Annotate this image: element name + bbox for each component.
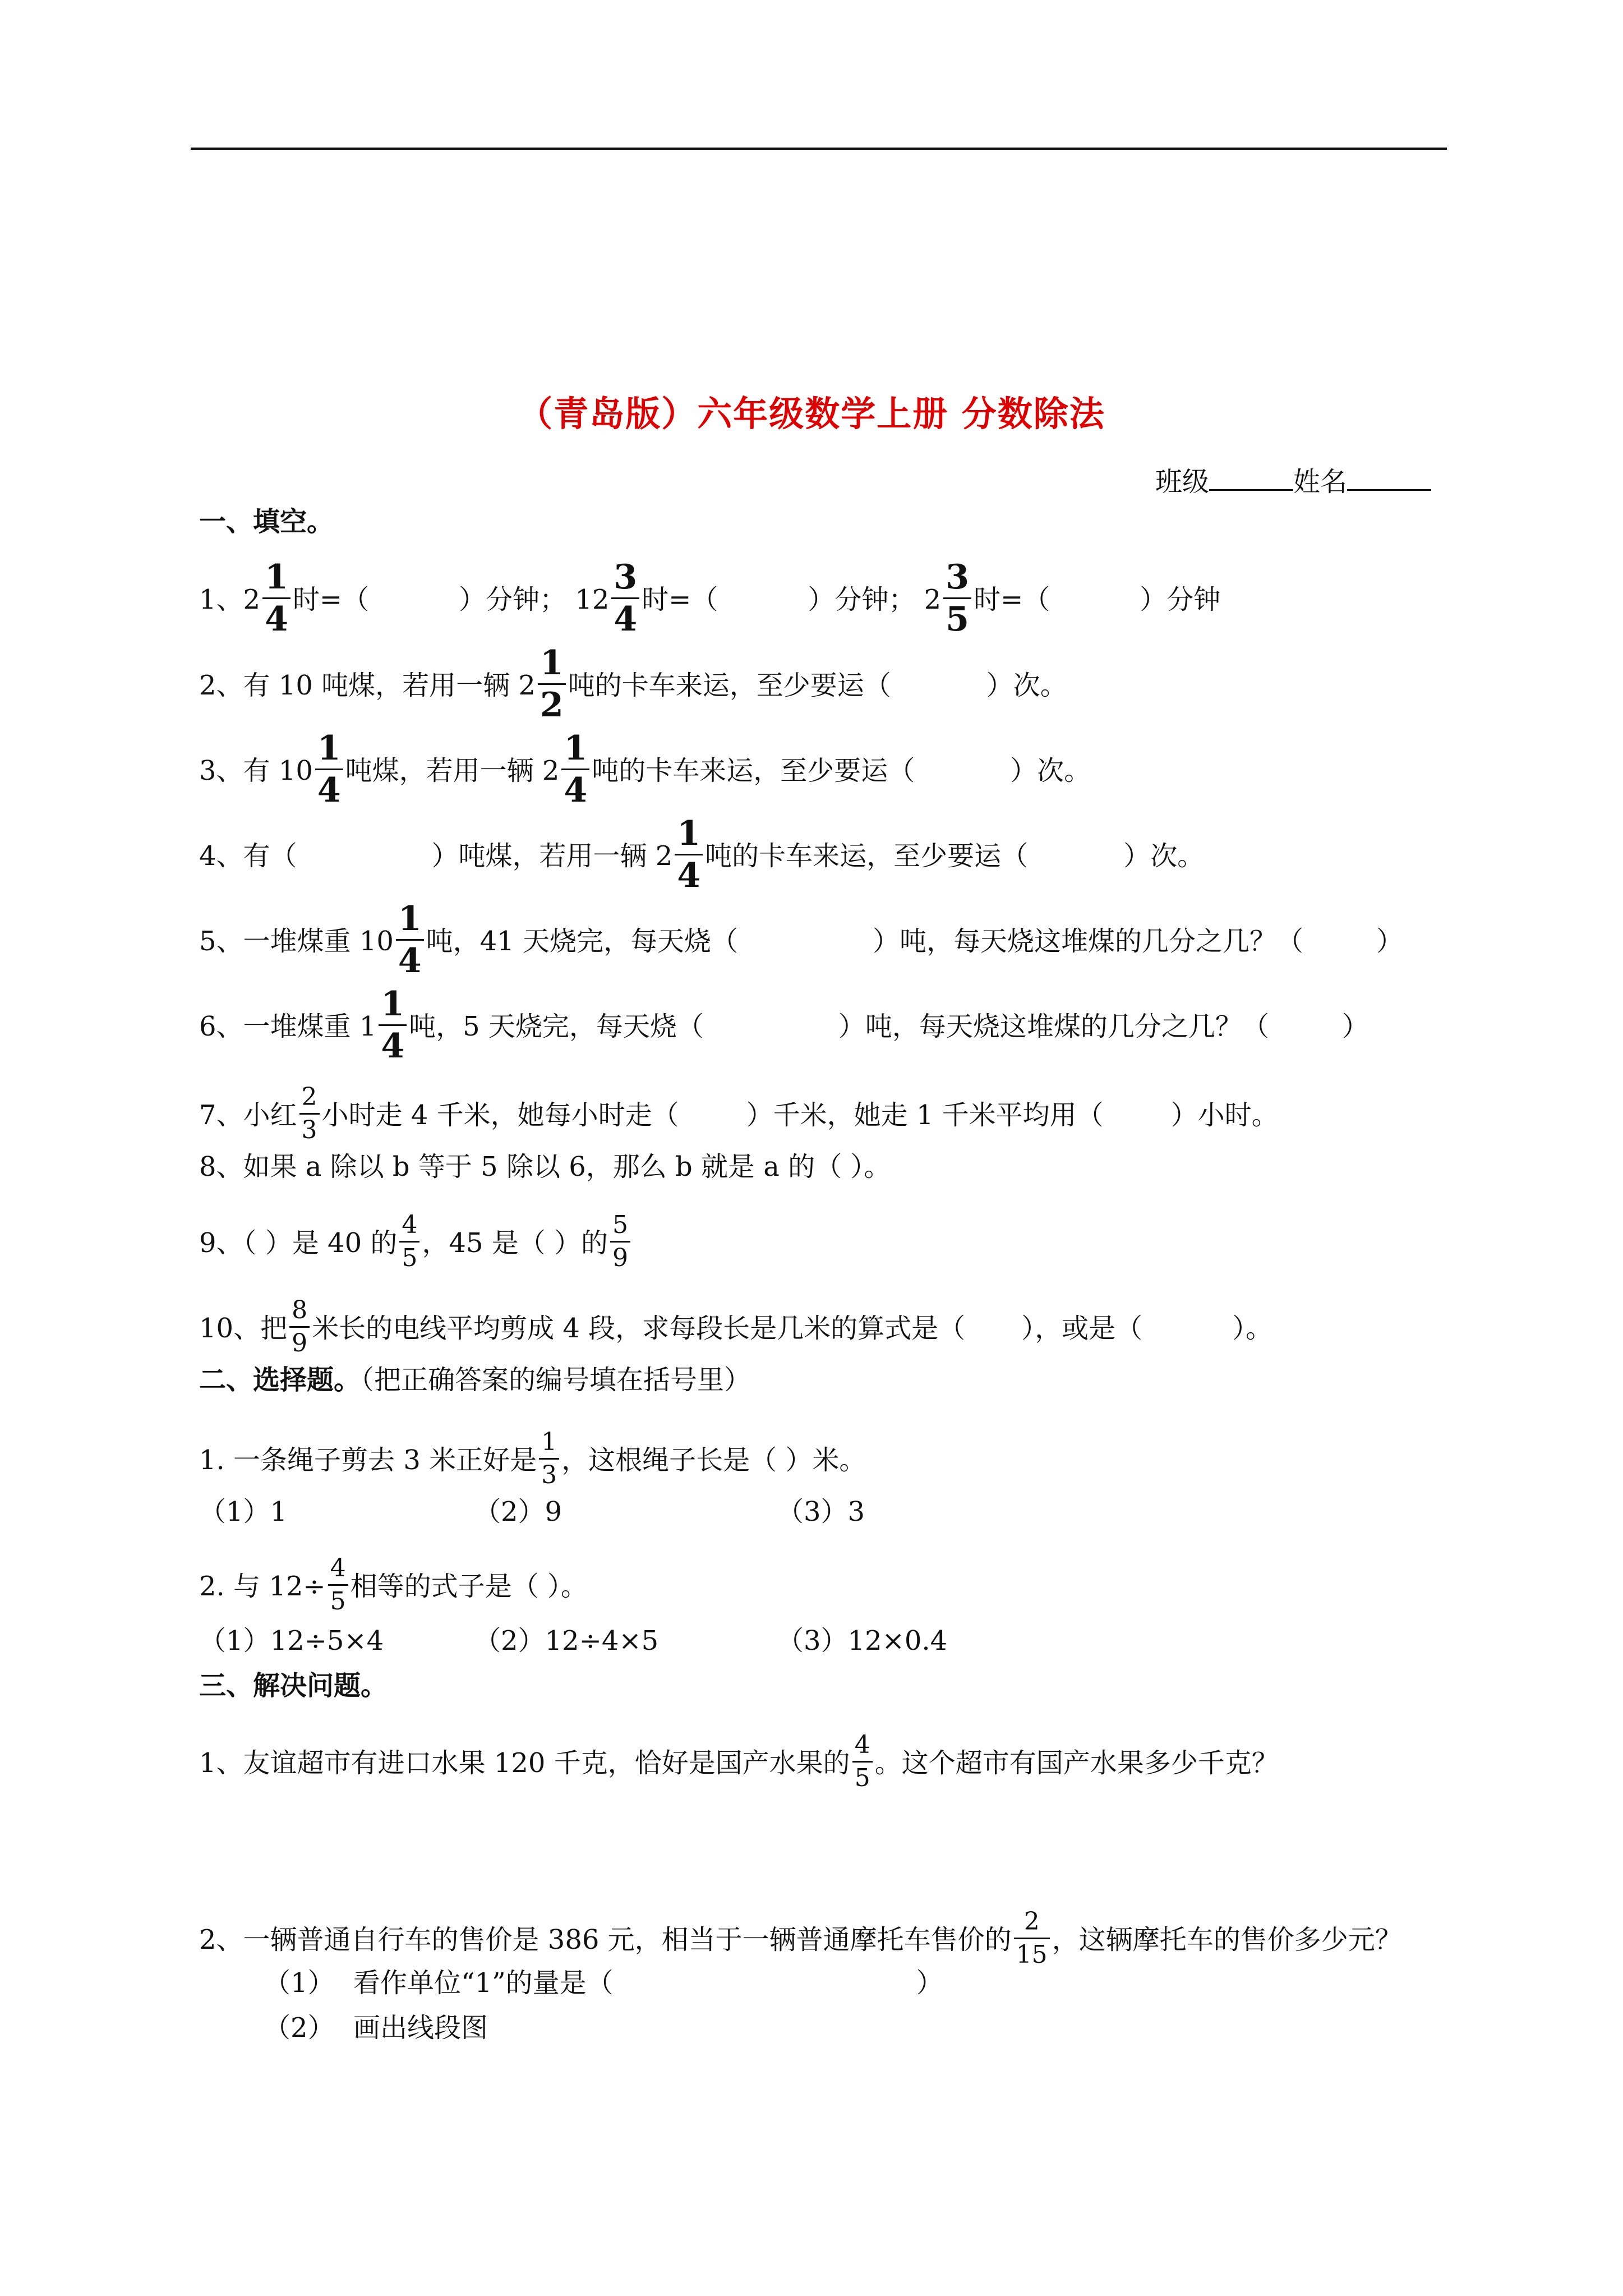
fraction: $\frac{1}{4}$ (379, 987, 407, 1063)
class-name-fields (1155, 460, 1431, 499)
fraction: $\frac{1}{3}$ (539, 1430, 559, 1488)
fraction: $\frac{1}{4}$ (262, 560, 291, 636)
option: （2）12÷4×5 (474, 1625, 659, 1657)
class-label: 班级 (1155, 466, 1210, 498)
question-1-9: 9、（ ）是 40 的 $\frac{4}{5}$ ，45 是（ ）的 $\frac{5}{9}$ (199, 1216, 633, 1274)
fraction: $\frac{4}{5}$ (328, 1556, 348, 1614)
question-1-5: 5、一堆煤重 10 $\frac{1}{4}$ 吨，41 天烧完，每天烧（ ）吨，每天烧这堆煤的几分之几？（ ） (199, 899, 1404, 981)
fraction: $\frac{8}{9}$ (289, 1298, 310, 1356)
question-1-2: 2、有 10 吨煤，若用一辆 2 $\frac{1}{2}$ 吨的卡车来运，至少要运（ ）次。 (199, 643, 1067, 725)
fraction: $\frac{2}{3}$ (299, 1085, 320, 1143)
option: （3）3 (777, 1496, 865, 1527)
fraction: $\frac{1}{2}$ (538, 646, 566, 722)
fraction: $\frac{3}{4}$ (611, 560, 639, 636)
question-3-2-sub2: （2） 画出线段图 (264, 2012, 488, 2044)
question-2-1: 1. 一条绳子剪去 3 米正好是 $\frac{1}{3}$ ，这根绳子长是（ ）米。 (199, 1428, 866, 1489)
question-1-8: 8、如果 a 除以 b 等于 5 除以 6，那么 b 就是 a 的（ ）。 (199, 1151, 891, 1182)
question-1-3: 3、有 10 $\frac{1}{4}$ 吨煤，若用一辆 2 $\frac{1}{4}$ 吨的卡车来运，至少要运（ ）次。 (199, 729, 1091, 810)
fraction: $\frac{4}{5}$ (852, 1733, 873, 1791)
option: （1）12÷5×4 (199, 1625, 384, 1657)
question-2-1-options (199, 1495, 865, 1529)
question-1-4: 4、有（ ）吨煤，若用一辆 2 $\frac{1}{4}$ 吨的卡车来运，至少要运（ ）次。 (199, 814, 1205, 895)
question-1-1: 1、2 $\frac{1}{4}$ 时=（ ）分钟； 12 $\frac{3}{4}$ 时=（ ）分钟； 2 $\frac{3}{5}$ 时=（ ）分钟 (199, 558, 1221, 639)
fraction: $\frac{1}{4}$ (396, 902, 424, 978)
option: （2）9 (474, 1496, 562, 1527)
name-blank (1347, 464, 1431, 491)
question-1-6: 6、一堆煤重 1 $\frac{1}{4}$ 吨，5 天烧完，每天烧（ ）吨，每天烧这堆煤的几分之几？（ ） (199, 984, 1369, 1066)
fraction: $\frac{4}{5}$ (399, 1213, 419, 1271)
name-label: 姓名 (1293, 466, 1348, 498)
question-2-2-options (199, 1624, 947, 1658)
option: （3）12×0.4 (777, 1625, 948, 1657)
question-1-10: 10、把 $\frac{8}{9}$ 米长的电线平均剪成 4 段，求每段长是几米的算式是（ ），或是（ ）。 (199, 1296, 1273, 1358)
page-title: （青岛版）六年级数学上册 分数除法 (518, 393, 1105, 434)
question-3-2: 2、一辆普通自行车的售价是 386 元，相当于一辆普通摩托车售价的 $\frac{2}{15}$ ，这辆摩托车的售价多少元？ (199, 1907, 1402, 1969)
class-blank (1209, 464, 1293, 491)
section1-heading: 一、填空。 (199, 506, 334, 537)
fraction: $\frac{2}{15}$ (1014, 1910, 1050, 1967)
fraction: $\frac{1}{4}$ (561, 731, 589, 807)
option: （1）1 (199, 1496, 288, 1527)
question-2-2: 2. 与 12÷ $\frac{4}{5}$ 相等的式子是（ ）。 (199, 1554, 588, 1616)
question-1-7: 7、小红 $\frac{2}{3}$ 小时走 4 千米，她每小时走（ ）千米，她走 1 千米平均用（ ）小时。 (199, 1083, 1279, 1144)
fraction: $\frac{3}{5}$ (943, 560, 971, 636)
question-3-2-sub1: （1） 看作单位“1”的量是（ ） (264, 1967, 943, 1999)
section2-heading: 二、选择题。（把正确答案的编号填在括号里） (199, 1364, 751, 1396)
section3-heading: 三、解决问题。 (199, 1670, 388, 1701)
fraction: $\frac{1}{4}$ (675, 817, 703, 892)
fraction: $\frac{1}{4}$ (315, 731, 343, 807)
fraction: $\frac{5}{9}$ (610, 1213, 630, 1271)
question-3-1: 1、友谊超市有进口水果 120 千克，恰好是国产水果的 $\frac{4}{5}$ 。这个超市有国产水果多少千克？ (199, 1731, 1279, 1792)
top-rule (191, 148, 1447, 150)
